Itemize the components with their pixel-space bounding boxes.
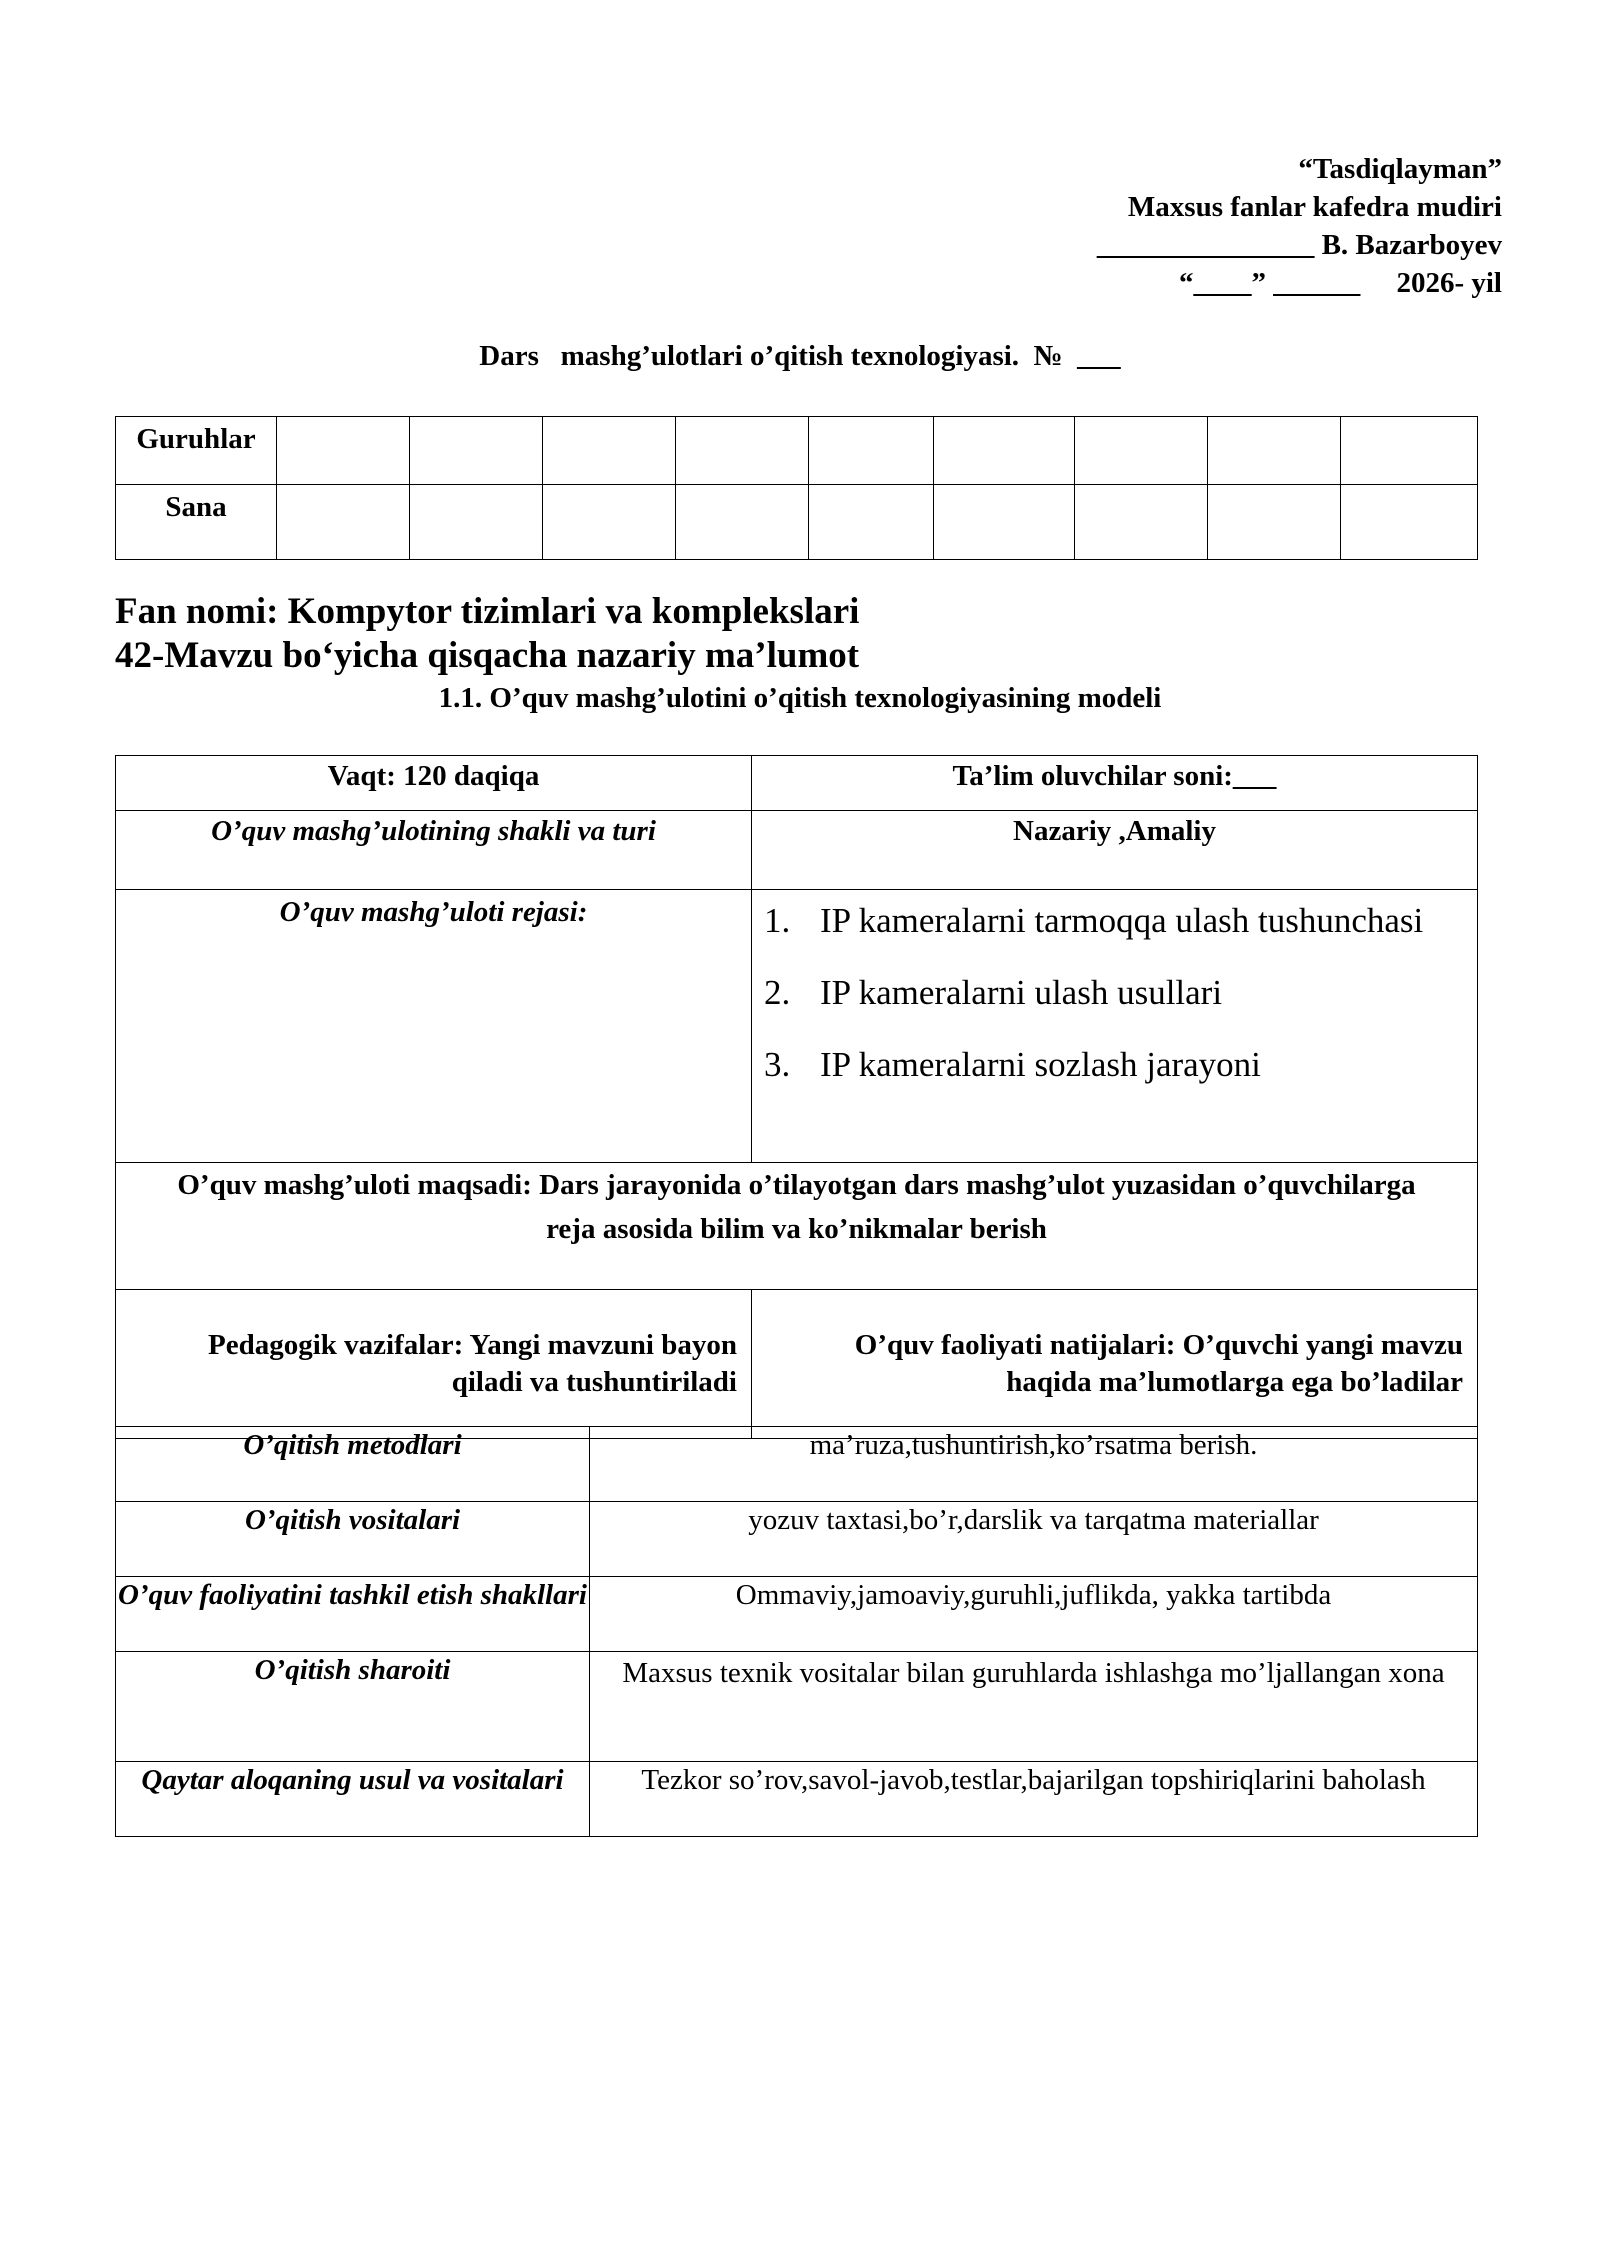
approval-signature: _______________ B. Bazarboyev — [1096, 229, 1502, 261]
groups-table — [115, 416, 1478, 560]
feedback-value: Tezkor so’rov,savol-javob,testlar,bajarilgan topshiriqlarini baholash — [590, 1762, 1478, 1837]
model-row-form — [116, 811, 1478, 890]
methods-value: ma’ruza,tushuntirish,ko’rsatma berish. — [590, 1427, 1478, 1502]
model-row-time — [116, 756, 1478, 811]
model-title: 1.1. O’quv mashg’ulotini o’qitish texnologiyasining modeli — [438, 682, 1162, 714]
approval-date: “____” ______ 2026- yil — [1178, 267, 1502, 299]
subject-name: Fan nomi: Kompytor tizimlari va komplekslari — [115, 591, 860, 632]
feedback-label: Qaytar aloqaning usul va vositalari — [116, 1762, 590, 1837]
date-cell — [809, 485, 934, 560]
model-row-goal — [116, 1163, 1478, 1290]
date-cell — [1075, 485, 1208, 560]
conditions-label: O’qitish sharoiti — [116, 1652, 590, 1762]
tools-value: yozuv taxtasi,bo’r,darslik va tarqatma materiallar — [590, 1502, 1478, 1577]
plan-label: O’quv mashg’uloti rejasi: — [116, 890, 752, 1163]
date-cell — [410, 485, 543, 560]
tools-label: O’qitish vositalari — [116, 1502, 590, 1577]
model-table — [115, 755, 1478, 1439]
groups-cell — [543, 417, 676, 485]
methods-row — [116, 1427, 1478, 1502]
date-cell — [676, 485, 809, 560]
feedback-row — [116, 1762, 1478, 1837]
time-cell: Vaqt: 120 daqiqa — [116, 756, 752, 811]
plan-cell — [752, 890, 1478, 1163]
date-row — [116, 485, 1478, 560]
groups-cell — [1341, 417, 1478, 485]
date-label: Sana — [116, 485, 277, 560]
form-value: Nazariy ,Amaliy — [752, 811, 1478, 890]
plan-item: 1. IP kameralarni tarmoqqa ulash tushunchasi — [764, 901, 1424, 940]
groups-cell — [410, 417, 543, 485]
organization-row — [116, 1577, 1478, 1652]
groups-cell — [1208, 417, 1341, 485]
plan-item: 2. IP kameralarni ulash usullari — [764, 973, 1223, 1012]
activity-results: O’quv faoliyati natijalari: O’quvchi yangi mavzu haqida ma’lumotlarga ega bo’ladilar — [752, 1290, 1478, 1439]
approval-block — [1097, 150, 1502, 302]
date-cell — [1208, 485, 1341, 560]
document-title: Dars mashg’ulotlari o’qitish texnologiyasi. № ___ — [479, 340, 1121, 372]
plan-item: 3. IP kameralarni sozlash jarayoni — [764, 1045, 1261, 1084]
groups-cell — [676, 417, 809, 485]
groups-cell — [934, 417, 1075, 485]
pedagogical-tasks: Pedagogik vazifalar: Yangi mavzuni bayon qiladi va tushuntiriladi — [116, 1290, 752, 1439]
tools-row — [116, 1502, 1478, 1577]
approval-position: Maxsus fanlar kafedra mudiri — [1127, 191, 1502, 223]
model-row-tasks — [116, 1290, 1478, 1439]
plan-list — [752, 896, 1477, 1090]
approval-title: “Tasdiqlayman” — [1298, 153, 1502, 185]
date-cell — [934, 485, 1075, 560]
groups-row — [116, 417, 1478, 485]
organization-label: O’quv faoliyatini tashkil etish shakllari — [116, 1577, 590, 1652]
groups-cell — [809, 417, 934, 485]
model-row-plan — [116, 890, 1478, 1163]
date-cell — [277, 485, 410, 560]
students-cell: Ta’lim oluvchilar soni:___ — [752, 756, 1478, 811]
conditions-row — [116, 1652, 1478, 1762]
topic-heading: 42-Mavzu bo‘yicha qisqacha nazariy ma’lumot — [115, 635, 860, 676]
organization-value: Ommaviy,jamoaviy,guruhli,juflikda, yakka tartibda — [590, 1577, 1478, 1652]
subject-block — [115, 590, 859, 678]
date-cell — [1341, 485, 1478, 560]
methods-table — [115, 1426, 1478, 1837]
goal-cell: O’quv mashg’uloti maqsadi: Dars jarayonida o’tilayotgan dars mashg’ulot yuzasidan o’quvchilarga reja asosida bilim va ko’nikmalar berish — [116, 1163, 1478, 1290]
methods-label: O’qitish metodlari — [116, 1427, 590, 1502]
date-cell — [543, 485, 676, 560]
conditions-value: Maxsus texnik vositalar bilan guruhlarda ishlashga mo’ljallangan xona — [590, 1652, 1478, 1762]
form-label: O’quv mashg’ulotining shakli va turi — [116, 811, 752, 890]
groups-cell — [277, 417, 410, 485]
groups-cell — [1075, 417, 1208, 485]
groups-label: Guruhlar — [116, 417, 277, 485]
